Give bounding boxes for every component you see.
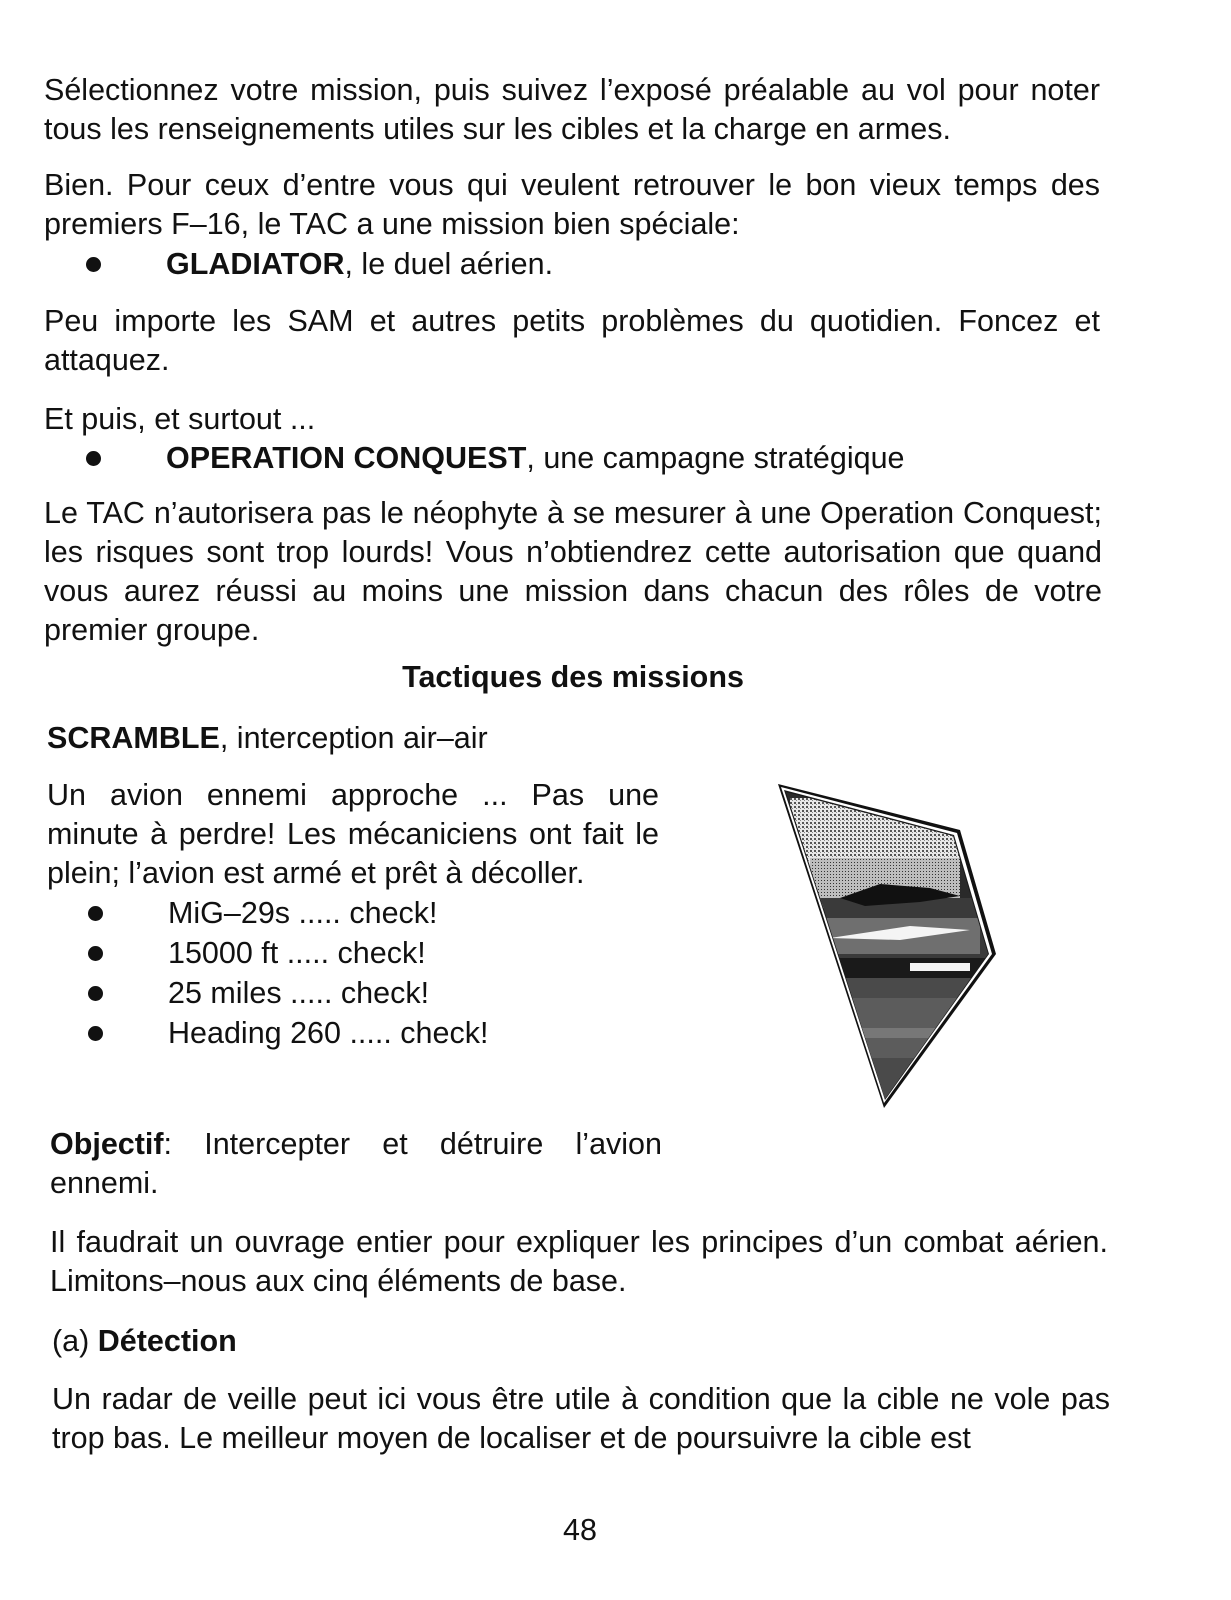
scramble-checklist <box>88 893 648 1053</box>
list-item <box>88 1013 648 1053</box>
paragraph-detection: Un radar de veille peut ici vous être utile à condition que la cible ne vole pas trop bas. Le meilleur moyen de localiser et de poursuivre la cible est <box>52 1382 1110 1455</box>
paragraph-conquest: Le TAC n’autorisera pas le néophyte à se mesurer à une Operation Conquest; les risques sont trop lourds! Vous n’obtiendrez cette autorisation que quand vous aurez réussi au moins une mission dans chacun des rôles de votre premier groupe. <box>44 496 1102 647</box>
objective-label: Objectif <box>50 1127 164 1161</box>
scramble-objective <box>50 1125 662 1203</box>
paragraph-surtout: Et puis, et surtout ... <box>44 402 316 436</box>
conquest-name: OPERATION CONQUEST <box>166 441 527 475</box>
checklist-text: MiG–29s ..... check! <box>168 896 438 930</box>
paragraph-combat-basics: Il faudrait un ouvrage entier pour expliquer les principes d’un combat aérien. Limitons–nous aux cinq éléments de base. <box>50 1225 1108 1298</box>
paragraph-gladiator-intro: Bien. Pour ceux d’entre vous qui veulent retrouver le bon vieux temps des premiers F–16, le TAC a une mission bien spéciale: <box>44 168 1100 241</box>
gladiator-description: , le duel aérien. <box>344 247 554 281</box>
checklist-text: Heading 260 ..... check! <box>168 1016 489 1050</box>
list-item <box>86 244 1086 284</box>
detection-heading <box>52 1322 752 1361</box>
scramble-title <box>47 719 747 758</box>
list-item <box>88 933 648 973</box>
list-item <box>86 438 1086 478</box>
scramble-intro: Un avion ennemi approche ... Pas une minute à perdre! Les mécaniciens ont fait le plein; l’avion est armé et prêt à décoller. <box>47 778 659 890</box>
checklist-text: 25 miles ..... check! <box>168 976 430 1010</box>
paragraph-mission-selection: Sélectionnez votre mission, puis suivez l’exposé préalable au vol pour noter tous les renseignements utiles sur les cibles et la charge en armes. <box>44 73 1100 146</box>
mission-badge-aircraft-icon <box>770 778 1002 1110</box>
checklist-text: 15000 ft ..... check! <box>168 936 426 970</box>
list-item <box>88 973 648 1013</box>
gladiator-name: GLADIATOR <box>166 247 345 281</box>
detection-prefix: (a) <box>52 1324 98 1358</box>
bullet-icon <box>88 986 103 1001</box>
scramble-subtitle: , interception air–air <box>219 721 488 755</box>
page-number: 48 <box>563 1513 597 1547</box>
bullet-icon <box>88 946 103 961</box>
bullet-icon <box>86 451 101 466</box>
bullet-icon <box>86 257 101 272</box>
conquest-list <box>86 438 1086 478</box>
scramble-name: SCRAMBLE <box>47 721 220 755</box>
paragraph-sam: Peu importe les SAM et autres petits problèmes du quotidien. Foncez et attaquez. <box>44 304 1100 377</box>
bullet-icon <box>88 1026 103 1041</box>
objective-text: : Intercepter et détruire l’avion ennemi. <box>50 1127 662 1200</box>
detection-title: Détection <box>97 1324 237 1358</box>
list-item <box>88 893 648 933</box>
bullet-icon <box>88 906 103 921</box>
conquest-description: , une campagne stratégique <box>526 441 905 475</box>
gladiator-list <box>86 244 1086 284</box>
section-heading: Tactiques des missions <box>402 660 744 694</box>
